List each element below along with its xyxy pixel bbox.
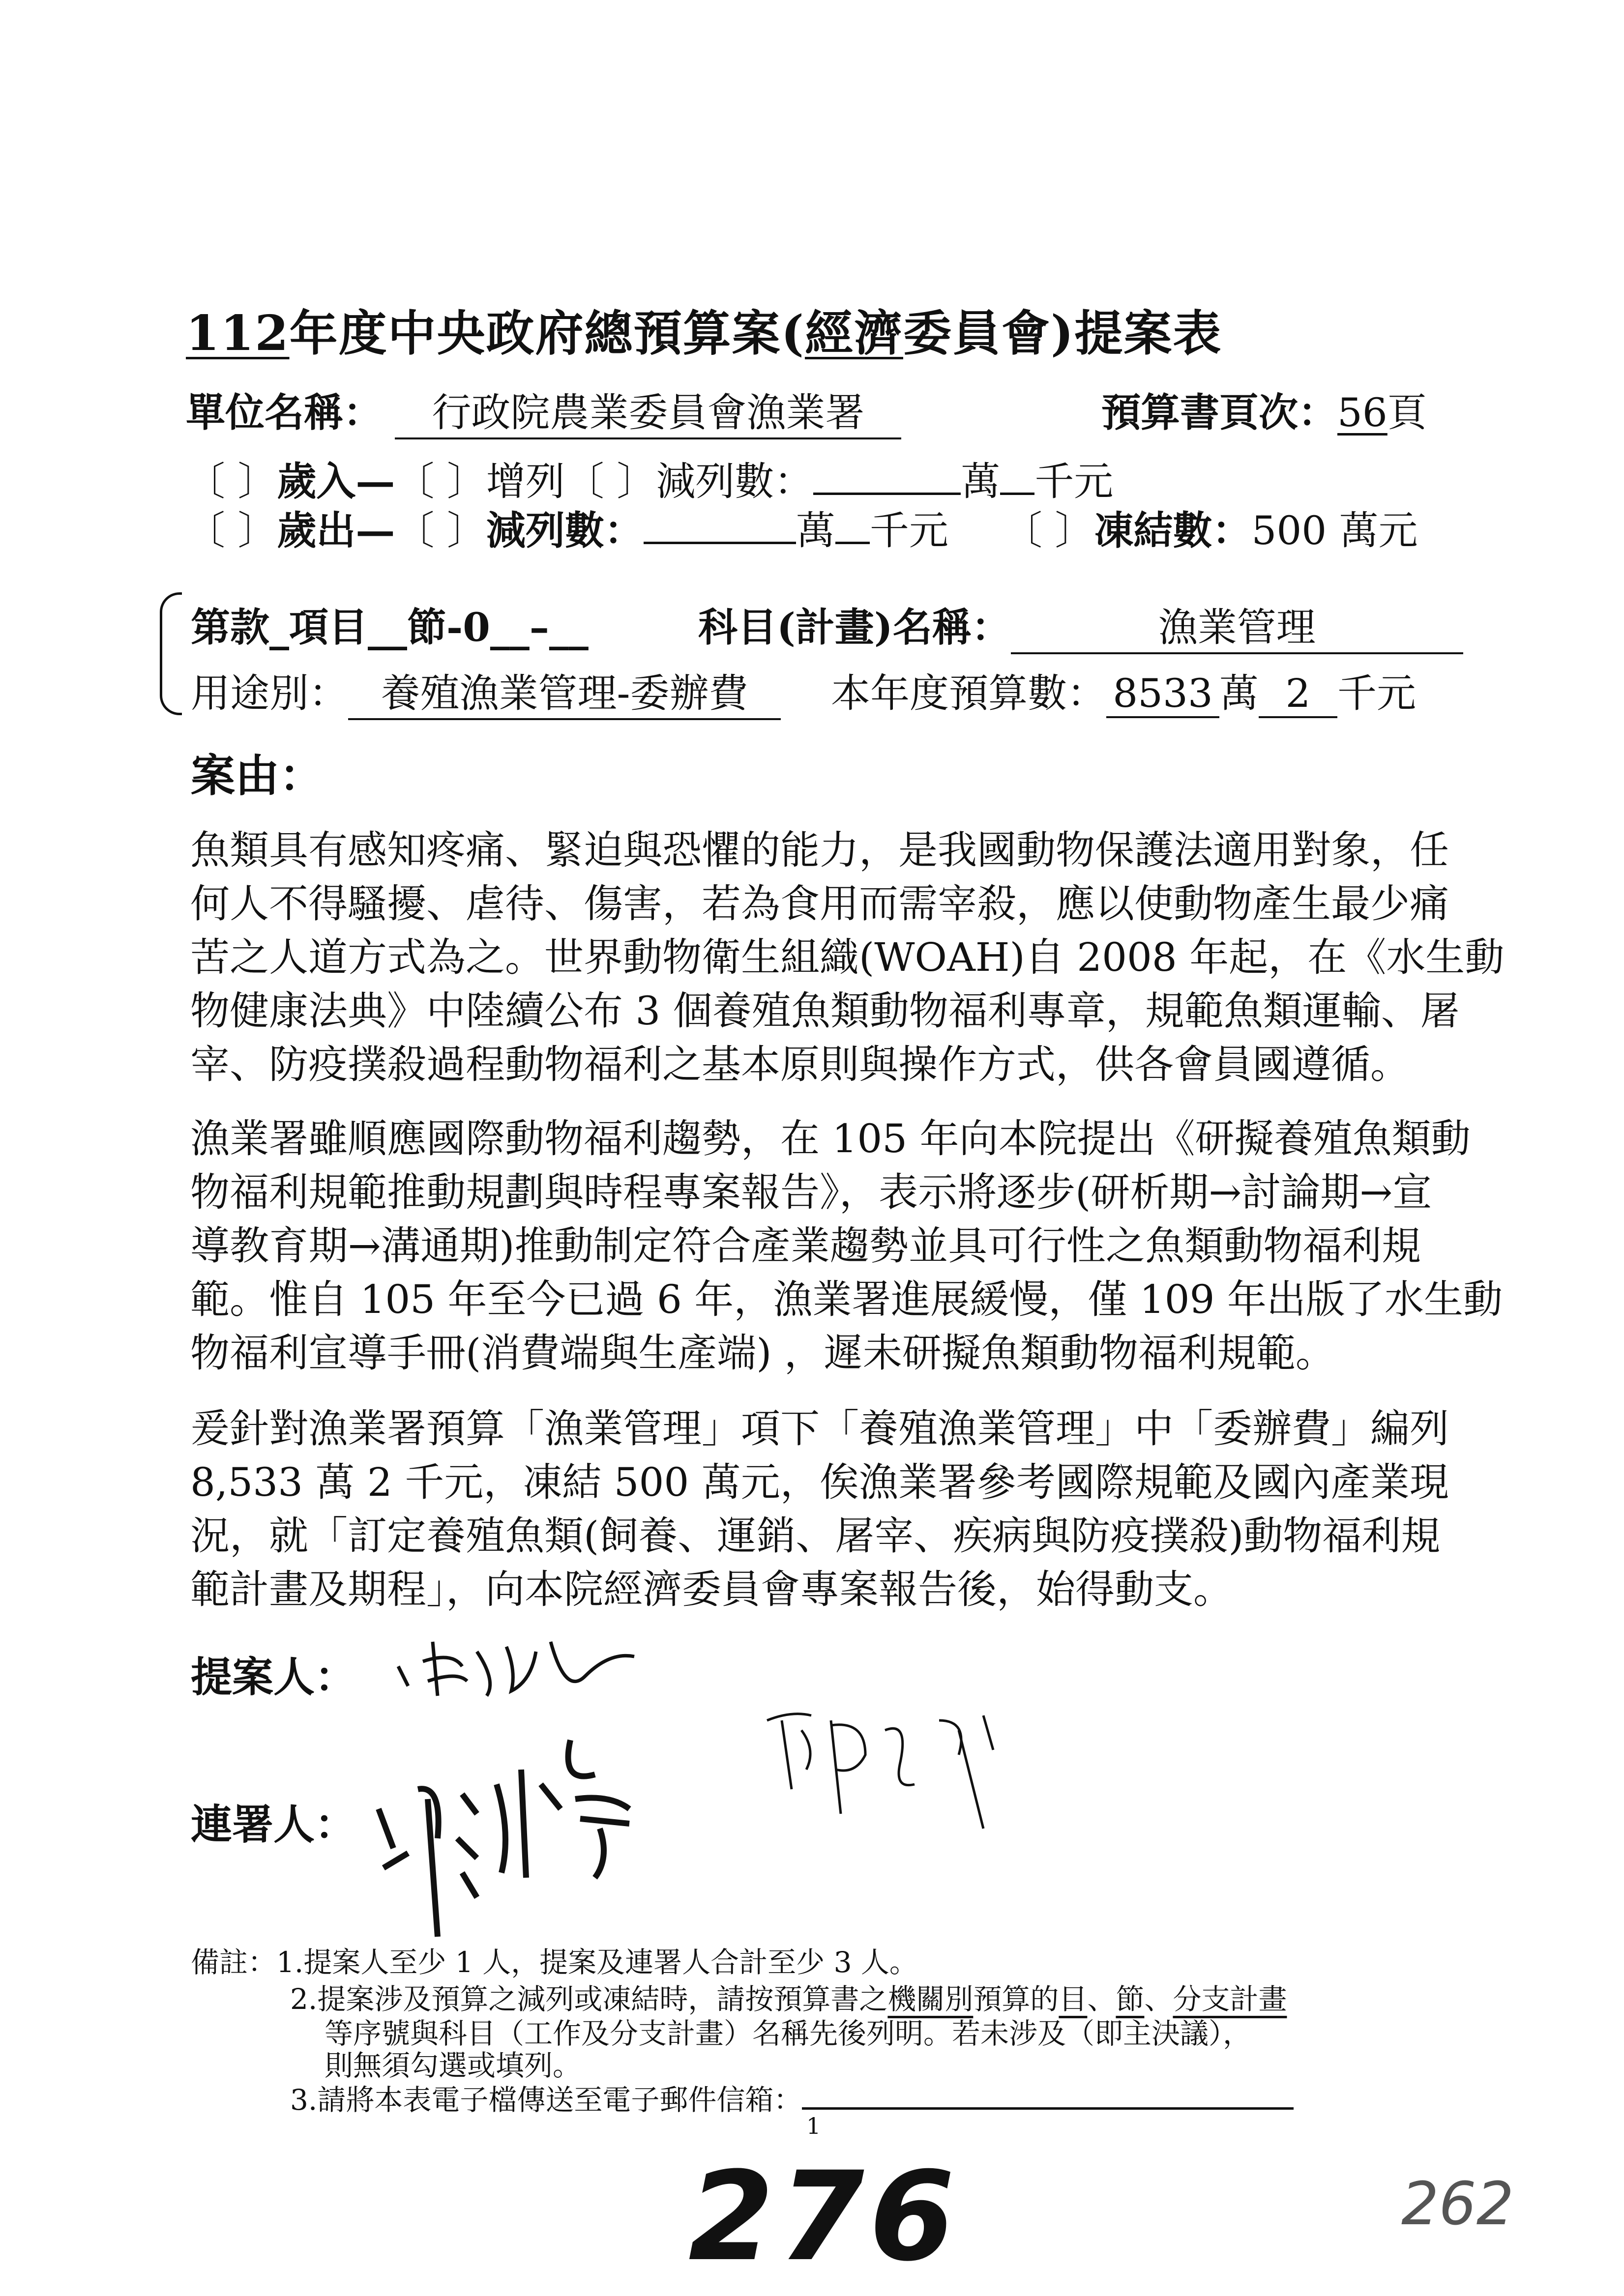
subject-field xyxy=(698,596,1463,654)
revenue-add-label: 增列 xyxy=(486,459,565,504)
notes-label: 備註： xyxy=(191,1946,277,1979)
reason-label: 案由： xyxy=(191,750,324,802)
budget-qian-value: 2 xyxy=(1259,670,1337,718)
text-line: 爰針對漁業署預算「漁業管理」項下「養殖漁業管理」中「委辦費」編列 xyxy=(190,1406,1449,1452)
note-2-underlined: 機關別 xyxy=(887,1982,974,2016)
expense-label: 歲出— xyxy=(277,507,395,553)
text-line: 範。惟自 105 年至今已過 6 年，漁業署進展緩慢，僅 109 年出版了水生動 xyxy=(190,1277,1503,1322)
budget-qian: 千元 xyxy=(1337,670,1416,716)
text-line: 宰、防疫撲殺過程動物福利之基本原則與操作方式，供各會員國遵循。 xyxy=(190,1042,1410,1087)
cosigner-label: 連署人： xyxy=(191,1800,356,1849)
title-year: 112 xyxy=(186,305,290,362)
paragraph-3 xyxy=(190,1402,1449,1616)
revenue-checkbox[interactable]: 〔 〕 xyxy=(186,459,277,504)
page-ref-label: 預算書頁次： xyxy=(1101,389,1337,436)
freeze-checkbox[interactable]: 〔 〕 xyxy=(1003,508,1094,553)
unit-value: 行政院農業委員會漁業署 xyxy=(395,381,901,439)
text-line: 何人不得騷擾、虐待、傷害，若為食用而需宰殺，應以使動物產生最少痛 xyxy=(190,881,1449,927)
text-line: 漁業署雖順應國際動物福利趨勢，在 105 年向本院提出《研擬養殖魚類動 xyxy=(190,1116,1471,1162)
title-end: 委員會)提案表 xyxy=(903,305,1222,362)
text-line: 苦之人道方式為之。世界動物衛生組織(WOAH)自 2008 年起，在《水生動 xyxy=(190,934,1505,980)
use-field xyxy=(191,662,781,720)
use-value: 養殖漁業管理-委辦費 xyxy=(348,662,781,720)
email-blank[interactable] xyxy=(802,2083,1294,2110)
revenue-row xyxy=(186,450,1113,506)
paragraph-2 xyxy=(190,1112,1503,1380)
handwritten-page-number: 276 xyxy=(688,2145,960,2288)
expense-wan: 萬 xyxy=(796,508,835,553)
unit-label: 單位名稱： xyxy=(186,389,383,436)
revenue-cut-label: 減列數： xyxy=(656,459,814,504)
text-line: 物健康法典》中陸續公布 3 個養殖魚類動物福利專章，規範魚類運輸、屠 xyxy=(190,988,1460,1034)
budget-wan: 萬 xyxy=(1219,670,1259,716)
revenue-qian-blank[interactable] xyxy=(1000,458,1034,495)
budget-label: 本年度預算數： xyxy=(831,670,1106,716)
budget-field xyxy=(831,662,1416,718)
expense-cut-checkbox[interactable]: 〔 〕 xyxy=(395,508,486,553)
note-2-underlined: 節 xyxy=(1116,1982,1145,2016)
revenue-label: 歲入— xyxy=(277,458,395,504)
revenue-wan: 萬 xyxy=(961,459,1001,504)
text-line: 況，就「訂定養殖魚類(飼養、運銷、屠宰、疾病與防疫撲殺)動物福利規 xyxy=(190,1513,1441,1559)
cosigner-signature-1 xyxy=(364,1711,669,1956)
paragraph-1 xyxy=(190,823,1505,1091)
title-committee: 經濟 xyxy=(804,305,903,362)
expense-row xyxy=(186,499,948,555)
freeze-label: 凍結數： xyxy=(1094,507,1252,553)
note-3 xyxy=(290,2077,1294,2118)
unit-row xyxy=(186,381,901,439)
note-2-line-3: 則無須勾選或填列。 xyxy=(325,2049,582,2082)
note-1: 1.提案人至少 1 人，提案及連署人合計至少 3 人。 xyxy=(276,1946,918,1979)
document-title xyxy=(186,295,1222,364)
budget-wan-value: 8533 xyxy=(1106,670,1219,718)
note-2-line-2: 等序號與科目（工作及分支計畫）名稱先後列明。若未涉及（即主決議）， xyxy=(325,2017,1252,2050)
note-3-text: 3.請將本表電子檔傳送至電子郵件信箱： xyxy=(290,2083,802,2117)
revenue-cut-checkbox[interactable]: 〔 〕 xyxy=(564,459,656,504)
revenue-qian: 千元 xyxy=(1034,459,1114,504)
handwritten-page-number-right: 262 xyxy=(1401,2170,1514,2238)
use-label: 用途別： xyxy=(191,670,348,716)
revenue-wan-blank[interactable] xyxy=(813,458,961,495)
freeze-field xyxy=(1003,499,1418,555)
revenue-add-checkbox[interactable]: 〔 〕 xyxy=(395,459,486,504)
freeze-value: 500 萬元 xyxy=(1251,508,1418,553)
proposer-label: 提案人： xyxy=(191,1653,356,1701)
page-ref-unit: 頁 xyxy=(1387,390,1427,436)
page-ref xyxy=(1101,381,1427,437)
subject-value: 漁業管理 xyxy=(1011,596,1463,654)
note-2-underlined: 分支計畫 xyxy=(1173,1982,1287,2016)
text-line: 8,533 萬 2 千元，凍結 500 萬元，俟漁業署參考國際規範及國內產業現 xyxy=(190,1459,1449,1505)
expense-wan-blank[interactable] xyxy=(644,507,796,544)
note-2-text: 、 xyxy=(1144,1982,1173,2016)
text-line: 物福利宣導手冊(消費端與生產端) ，遲未研擬魚類動物福利規範。 xyxy=(190,1330,1335,1376)
note-2-underlined: 目 xyxy=(1059,1982,1088,2016)
text-line: 魚類具有感知疼痛、緊迫與恐懼的能力，是我國動物保護法適用對象，任 xyxy=(190,827,1449,873)
page-ref-value: 56 xyxy=(1337,390,1388,436)
notes-line-1 xyxy=(191,1939,918,1980)
expense-checkbox[interactable]: 〔 〕 xyxy=(186,508,277,553)
expense-cut-label: 減列數： xyxy=(486,507,644,553)
text-line: 物福利規範推動規劃與時程專案報告》，表示將逐步(研析期→討論期→宣 xyxy=(190,1169,1432,1215)
cosigner-signature-2 xyxy=(752,1691,1018,1853)
bracket xyxy=(160,592,182,715)
proposer-signature xyxy=(388,1622,644,1706)
section-number: 第款_項目__節-0__–__ xyxy=(191,604,589,650)
note-2-text: 預算的 xyxy=(973,1982,1059,2016)
title-text: 年度中央政府總預算案( xyxy=(289,305,805,362)
text-line: 導教育期→溝通期)推動制定符合產業趨勢並具可行性之魚類動物福利規 xyxy=(190,1223,1421,1269)
note-2-text: 、 xyxy=(1087,1982,1116,2016)
page-number: 1 xyxy=(806,2113,821,2139)
expense-qian: 千元 xyxy=(869,508,948,553)
text-line: 範計畫及期程」，向本院經濟委員會專案報告後，始得動支。 xyxy=(190,1567,1233,1612)
subject-label: 科目(計畫)名稱： xyxy=(698,604,1011,650)
note-2-text: 2.提案涉及預算之減列或凍結時，請按預算書之 xyxy=(290,1982,888,2016)
expense-qian-blank[interactable] xyxy=(835,507,870,544)
